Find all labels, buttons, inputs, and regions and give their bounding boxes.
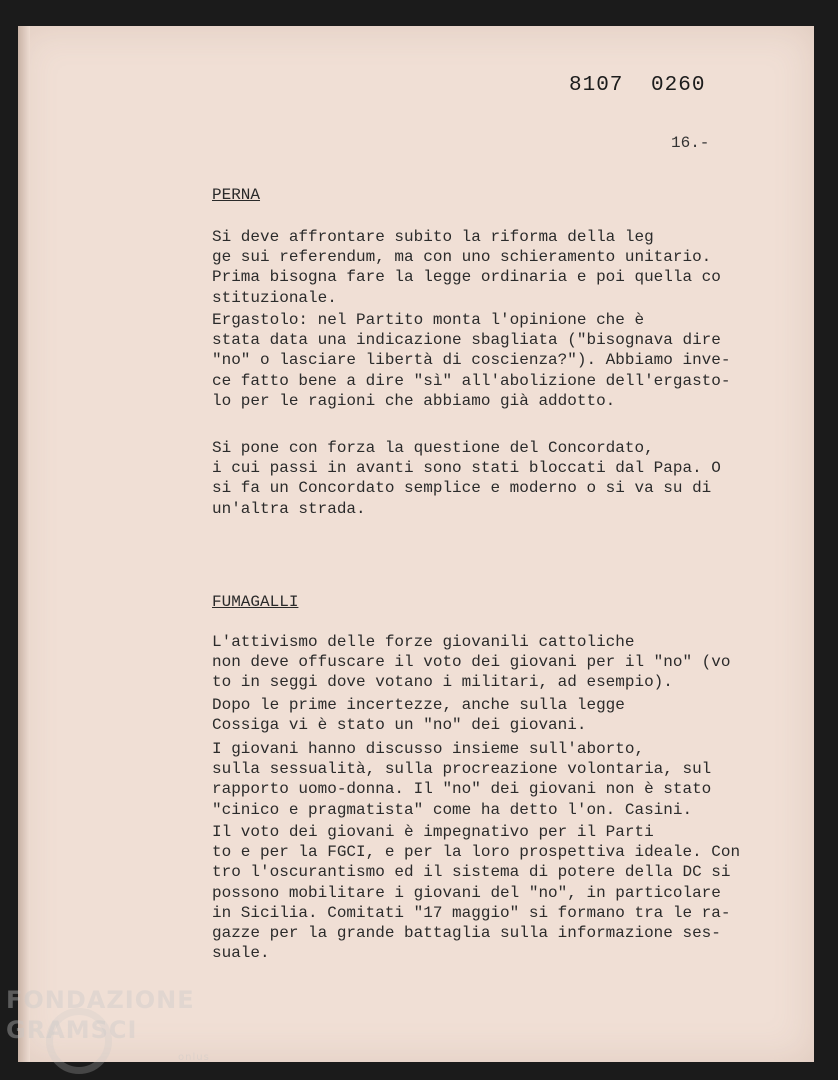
page-edge-shadow [18, 26, 30, 1062]
paragraph: Ergastolo: nel Partito monta l'opinione che è stata data una indicazione sbagliata ("bisognava dire "no" o lasciare libertà di coscienza?"). Abbiamo inve- ce fatto bene a dire "sì" all'abolizione dell'ergasto- lo per le ragioni che abbiamo già addotto. [212, 311, 731, 410]
fondazione-gramsci-watermark [6, 986, 210, 1063]
archive-reference-number: 8107 0260 [569, 74, 706, 97]
paragraph: Dopo le prime incertezze, anche sulla legge Cossiga vi è stato un "no" dei giovani. [212, 696, 625, 735]
speaker-heading-perna: PERNA [212, 186, 261, 204]
paragraph: Si deve affrontare subito la riforma della leg ge sui referendum, ma con uno schieramento unitario. Prima bisogna fare la legge ordinaria e poi quella co stituzionale. [212, 228, 721, 307]
paragraph: Si pone con forza la questione del Concordato, i cui passi in avanti sono stati bloccati dal Papa. O si fa un Concordato semplice e moderno o si va su di un'altra strada. [212, 439, 721, 518]
speaker-heading-fumagalli: FUMAGALLI [212, 593, 299, 611]
watermark-line2: GRAMSCI [6, 1016, 138, 1044]
watermark-line1: FONDAZIONE [6, 986, 195, 1014]
paragraph: Il voto dei giovani è impegnativo per il Parti to e per la FGCI, e per la loro prospettiva ideale. Con tro l'oscurantismo ed il sistema di potere della DC si possono mobilitare i giovani del "no", in particolare in Sicilia. Comitati "17 maggio" si formano tra le ra- gazze per la grande battaglia sulla informazione ses- suale. [212, 823, 741, 963]
watermark-line3: onlus [178, 1052, 210, 1063]
page-number: 16.- [671, 134, 710, 152]
paragraph: L'attivismo delle forze giovanili cattoliche non deve offuscare il voto dei giovani per il "no" (vo to in seggi dove votano i militari, ad esempio). [212, 633, 731, 692]
paragraph: I giovani hanno discusso insieme sull'aborto, sulla sessualità, sulla procreazione volontaria, sul rapporto uomo-donna. Il "no" dei giovani non è stato "cinico e pragmatista" come ha detto l'on. Casini. [212, 740, 712, 819]
